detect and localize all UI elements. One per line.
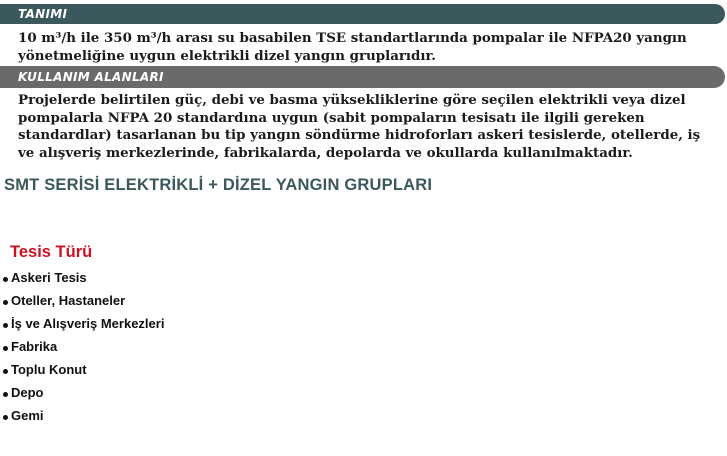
facility-item-label: İş ve Alışveriş Merkezleri — [11, 316, 165, 331]
bullet-icon — [3, 369, 8, 374]
facility-type-title: Tesis Türü — [10, 243, 93, 261]
facility-type-list — [3, 266, 165, 427]
bullet-icon — [3, 415, 8, 420]
tanimi-paragraph: 10 m³/h ile 350 m³/h arası su basabilen TSE standartlarında pompalar ile NFPA20 yangın yönetmeliğine uygun elektrikli dizel yangın gruplarıdır. — [18, 30, 687, 64]
bullet-icon — [3, 277, 8, 282]
facility-item-label: Gemi — [11, 408, 44, 423]
facility-item-label: Depo — [11, 385, 44, 400]
facility-item-label: Toplu Konut — [11, 362, 87, 377]
tanimi-header-title: TANIMI — [18, 7, 68, 21]
kullanim-header-band — [0, 66, 725, 88]
facility-item-fabrika — [3, 335, 128, 358]
facility-item-askeri — [3, 266, 128, 289]
bullet-icon — [3, 300, 8, 305]
facility-item-is-alisveris — [3, 312, 165, 335]
facility-item-toplu-konut — [3, 358, 128, 381]
facility-item-label: Oteller, Hastaneler — [11, 293, 126, 308]
bullet-icon — [3, 392, 8, 397]
facility-item-gemi — [3, 404, 128, 427]
facility-item-label: Fabrika — [11, 339, 58, 354]
facility-item-label: Askeri Tesis — [11, 270, 87, 285]
facility-item-depo — [3, 381, 128, 404]
kullanim-header-title: KULLANIM ALANLARI — [18, 70, 164, 84]
bullet-icon — [3, 323, 8, 328]
product-series-heading: SMT SERİSİ ELEKTRİKLİ + DİZEL YANGIN GRUPLARI — [4, 176, 433, 194]
bullet-icon — [3, 346, 8, 351]
kullanim-paragraph: Projelerde belirtilen güç, debi ve basma yüksekliklerine göre seçilen elektrikli veya dizel pompalarla NFPA 20 standardına uygun (sabit pompaların tesisatı ile ilgili gereken standardlar) tasarlanan bu tip yangın söndürme hidroforları askeri tesislerde, otellerde, iş ve alışveriş merkezlerinde, fabrikalarda, depolarda ve okullarda kullanılmaktadır. — [18, 92, 701, 161]
facility-item-oteller — [3, 289, 128, 312]
tanimi-header-band — [0, 4, 725, 24]
